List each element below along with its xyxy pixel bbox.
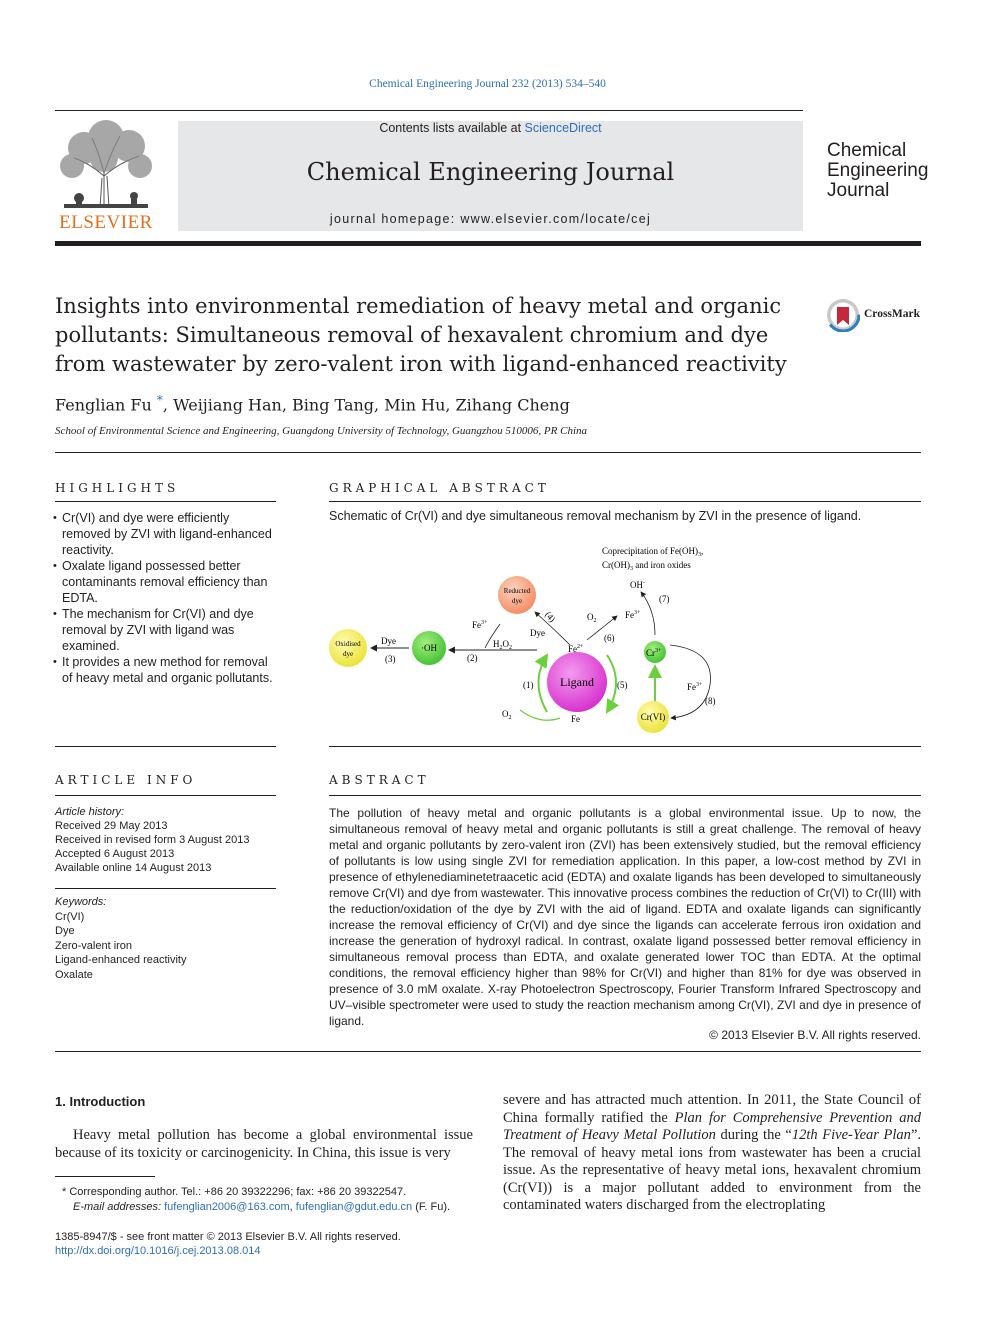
crvi-label: Cr(VI) (640, 712, 666, 722)
highlight-item: • Cr(VI) and dye were efficiently removed by ZVI with ligand-enhanced reactivity. (53, 510, 278, 558)
dye-left-label: Dye (381, 636, 396, 646)
journal-citation[interactable]: Chemical Engineering Journal 232 (2013) 534–540 (369, 78, 606, 90)
keyword-item: Dye (55, 925, 75, 937)
graphical-abstract-heading: GRAPHICAL ABSTRACT (329, 481, 550, 495)
step-2-label: (2) (467, 653, 478, 663)
copyright: © 2013 Elsevier B.V. All rights reserved. (709, 1028, 921, 1042)
highlights-rule-bottom (55, 746, 276, 747)
homepage-url[interactable]: www.elsevier.com/locate/cej (460, 212, 652, 226)
graphical-abstract-rule-bottom (329, 746, 921, 747)
step-7-label: (7) (659, 594, 670, 604)
history-received: Received 29 May 2013 (55, 820, 168, 832)
affiliation: School of Environmental Science and Engineering, Guangdong University of Technology, Guangzhou 510006, PR China (55, 425, 588, 437)
contents-line (178, 121, 803, 135)
fe-bottom-label: Fe (571, 714, 580, 724)
intro-paragraph-left: Heavy metal pollution has become a global environmental issue because of its toxicity or carcinogenicity. In China, this issue is very (55, 1127, 473, 1161)
email-label: E-mail addresses: (73, 1201, 162, 1213)
elsevier-tree-icon (54, 118, 158, 214)
email-link-1[interactable]: fufenglian2006@163.com (164, 1201, 290, 1213)
keyword-item: Ligand-enhanced reactivity (55, 954, 187, 966)
article-info-rule (55, 795, 276, 796)
article-title (55, 292, 815, 379)
footnote-rule (55, 1176, 155, 1177)
o2-top-label: $O_2$ (587, 612, 597, 624)
oxidised-dye-node (329, 629, 367, 667)
cover-line-1: Chemical (827, 140, 907, 161)
intro-right-column (503, 1092, 921, 1215)
contents-prefix: Contents lists available at (379, 121, 525, 135)
cover-line-3: Journal (827, 180, 890, 201)
cr3-label: $Cr^{3+}$ (646, 648, 662, 658)
title-line-1: Insights into environmental remediation of heavy metal and organic (55, 294, 782, 318)
cover-line-2: Engineering (827, 160, 929, 181)
mechanism-diagram (325, 540, 745, 740)
authors-rest[interactable]: , Weijiang Han, Bing Tang, Min Hu, Zihang Cheng (162, 395, 570, 415)
hydroxyl-radical-label: ·OH (421, 643, 437, 653)
footnote-text: Corresponding author. Tel.: +86 20 39322296; fax: +86 20 39322547. (66, 1186, 407, 1198)
history-accepted: Accepted 6 August 2013 (55, 848, 175, 860)
history-revised: Received in revised form 3 August 2013 (55, 834, 250, 846)
corresponding-footnote (62, 1186, 406, 1198)
highlight-item: • Oxalate ligand possessed better contaminants removal efficiency than EDTA. (53, 558, 278, 606)
keyword-item: Oxalate (55, 968, 93, 981)
corresponding-author-marker[interactable]: * (156, 393, 163, 407)
fe3-top-label: $Fe^{3+}$ (625, 610, 641, 620)
highlight-item: • It provides a new method for removal of heavy metal and organic pollutants. (53, 654, 278, 686)
homepage-line (178, 212, 803, 226)
affiliation-rule (55, 452, 921, 453)
abstract-text: The pollution of heavy metal and organic pollutants is a global environmental issue. Up to now, the simultaneous removal of heavy metal and organic pollutants is still a great challenge. The removal of heavy metal and organic pollutants by zero-valent iron (ZVI) has been extensively studied, but the removal efficiency of pollutants is low using single ZVI for remediation application. In this paper, a low-cost method by ZVI in presence of ethylenediaminetetraacetic acid (EDTA) and oxalate ligands has been developed to simultaneously remove Cr(VI) and dye from wastewater. This innovative process combines the reduction of Cr(VI) to Cr(III) with the reduction/oxidation of the dye by ZVI with the aid of ligand. EDTA and oxalate ligands can significantly increase the removal efficiency of Cr(VI) and dye since the ligands can accelerate ferrous iron oxidation and increase the generation of hydroxyl radical. In contrast, oxalate ligand possessed better removal efficiency in simultaneous removal process than EDTA, and oxalate generated lower TOC than EDTA. At the optimal conditions, the removal efficiency higher than 98% for Cr(VI) and higher than 81% for dye was observed in presence of 3.0 mM oxalate. X-ray Photoelectron Spectroscopy, Fourier Transform Infrared Spectroscopy and UV–visible spectrometer were used to study the reaction mechanism among Cr(VI), ZVI and dye in presence of ligand. (329, 806, 921, 1028)
graphical-abstract-rule (329, 501, 921, 502)
homepage-prefix: journal homepage: (329, 212, 461, 226)
reduced-dye-node (498, 576, 536, 614)
intro-paragraph-right: severe and has attracted much attention. In 2011, the State Council of China formally ratified the Plan for Comprehensive Prevention and Treatment of Heavy Metal Pollution during the “12th Five-Year Plan”. The removal of heavy metal ions from wastewater has been a crucial issue. As the representative of heavy metal ions, hexavalent chromium (Cr(VI)) is a major pollutant added to environment from the contaminated waters discharged from the electroplating (503, 1092, 921, 1213)
step-1-label: (1) (523, 680, 534, 690)
abstract-rule-bottom (55, 1051, 921, 1052)
keywords-label: Keywords: (55, 896, 107, 908)
hydroxide-label: OH- (630, 580, 645, 590)
step-4-label: (4) (543, 609, 558, 625)
doi-link[interactable]: http://dx.doi.org/10.1016/j.cej.2013.08.014 (55, 1245, 261, 1257)
reduced-dye-label-2: dye (511, 597, 523, 605)
reduced-dye-label: Reducted (503, 587, 531, 595)
ligand-label: Ligand (560, 675, 594, 689)
elsevier-wordmark: ELSEVIER (59, 212, 153, 233)
highlights-rule (55, 501, 276, 502)
header-rule-thick (55, 241, 921, 246)
step-6-label: (6) (604, 633, 615, 643)
journal-title[interactable]: Chemical Engineering Journal (306, 158, 675, 186)
email-footnote: E-mail addresses: fufenglian2006@163.com, fufenglian@gdut.edu.cn (F. Fu). (73, 1201, 451, 1213)
journal-banner (178, 121, 803, 231)
fe3-left-label: $Fe^{3+}$ (472, 620, 488, 630)
keywords-rule (55, 888, 276, 889)
highlights-list (53, 510, 278, 686)
graphical-abstract-caption: Schematic of Cr(VI) and dye simultaneous removal mechanism by ZVI in the presence of ligand. (329, 509, 862, 523)
fe2-label: $Fe^{2+}$ (568, 644, 584, 654)
author-first[interactable]: Fenglian Fu (55, 395, 152, 415)
oxidised-dye-label: Oxidised (335, 640, 361, 648)
step-8-label: (8) (705, 696, 716, 706)
authors (55, 393, 570, 414)
dye-mid-label: Dye (530, 628, 545, 638)
issn-line: 1385-8947/$ - see front matter © 2013 Elsevier B.V. All rights reserved. (55, 1231, 401, 1243)
footnote-star: * (62, 1186, 67, 1198)
intro-heading: 1. Introduction (55, 1094, 146, 1109)
keyword-item: Zero-valent iron (55, 939, 133, 952)
keyword-item: Cr(VI) (55, 910, 85, 923)
highlights-heading: HIGHLIGHTS (55, 481, 180, 495)
history-label: Article history: (55, 806, 125, 818)
history-online: Available online 14 August 2013 (55, 862, 212, 874)
o2-bottom-label: $O_2$ (502, 709, 512, 721)
crossmark-badge[interactable] (826, 298, 926, 334)
sciencedirect-link[interactable]: ScienceDirect (524, 121, 602, 135)
keywords (55, 895, 276, 982)
abstract-heading: ABSTRACT (329, 773, 430, 787)
title-line-2: pollutants: Simultaneous removal of hexavalent chromium and dye (55, 323, 769, 347)
elsevier-logo[interactable] (54, 118, 158, 234)
title-line-3: from wastewater by zero-valent iron with ligand-enhanced reactivity (55, 352, 787, 376)
highlight-item: • The mechanism for Cr(VI) and dye removal by ZVI with ligand was examined. (53, 606, 278, 654)
email-link-2[interactable]: fufenglian@gdut.edu.cn (295, 1201, 413, 1213)
step-3-label: (3) (385, 654, 396, 664)
abstract-rule (329, 795, 921, 796)
h2o2-label: $H_2O_2$ (493, 639, 512, 651)
fe3-right-label: $Fe^{3+}$ (687, 682, 703, 692)
crossmark-icon (826, 298, 860, 332)
intro-left-column (55, 1127, 473, 1162)
article-info-heading: ARTICLE INFO (55, 773, 197, 787)
coprecipitation-label-2: $Cr(OH)_3$ and iron oxides (602, 560, 691, 572)
article-history (55, 805, 276, 875)
oxidised-dye-label-2: dye (342, 650, 354, 658)
coprecipitation-label: Coprecipitation of $Fe(OH)_3$, (602, 546, 704, 558)
journal-cover-logo[interactable] (827, 141, 928, 201)
header-rule-top (55, 110, 803, 111)
crossmark-label: CrossMark (864, 308, 921, 320)
step-5-label: (5) (617, 680, 628, 690)
